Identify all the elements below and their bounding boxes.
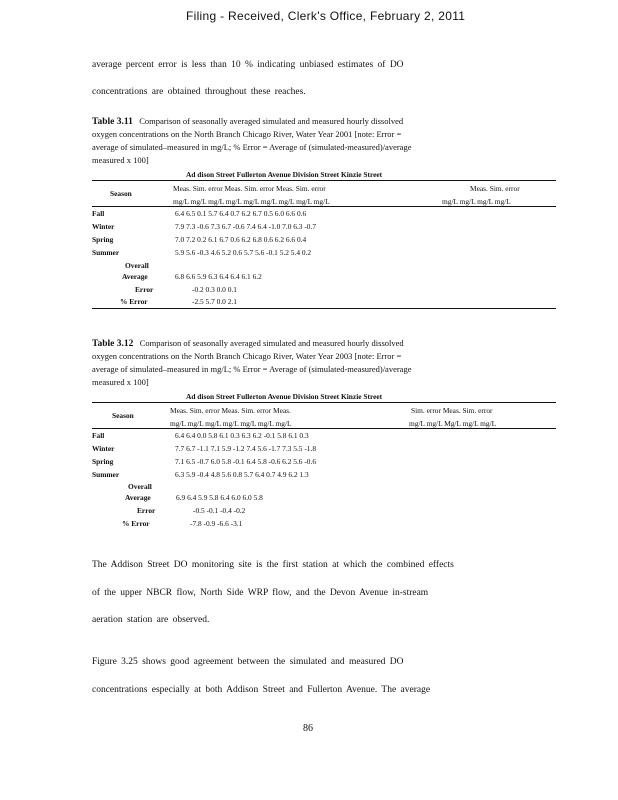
row-values: 5.9 5.6 -0.3 4.6 5.2 0.6 5.7 5.6 -0.1 5.2 5.4 0.2 xyxy=(175,248,312,257)
meas-header-right: Meas. Sim. error xyxy=(470,184,520,193)
table-number: Table 3.12 xyxy=(92,339,134,349)
unit-header-left: mg/L mg/L mg/L mg/L mg/L mg/L mg/L mg/L mg/L xyxy=(173,197,330,206)
page-number: 86 xyxy=(303,723,313,734)
paragraph-line: of the upper NBCR flow, North Side WRP flow, and the Devon Avenue in-stream xyxy=(92,588,429,598)
caption-line: Comparison of seasonally averaged simulated and measured hourly dissolved xyxy=(139,116,404,126)
row-values: 6.4 6.4 0.0 5.8 6.1 0.3 6.3 6.2 -0.1 5.8 6.1 0.3 xyxy=(175,431,309,440)
caption-line: Comparison of seasonally averaged simulated and measured hourly dissolved xyxy=(139,338,404,348)
header-rule xyxy=(92,428,556,429)
overall-label: Overall xyxy=(125,261,149,270)
location-header: Ad dison Street Fullerton Avenue Division Street Kinzie Street xyxy=(186,392,383,401)
row-values: 7.1 6.5 -0.7 6.0 5.8 -0.1 6.4 5.8 -0.6 6.2 5.6 -0.6 xyxy=(175,457,317,466)
paragraph-line: The Addison Street DO monitoring site is the first station at which the combined effects xyxy=(92,560,454,570)
table-caption xyxy=(92,337,404,351)
percent-error-values: -2.5 5.7 0.0 2.1 xyxy=(192,297,237,306)
row-values: 6.3 5.9 -0.4 4.8 5.6 0.8 5.7 6.4 0.7 4.9 6.2 1.3 xyxy=(175,470,309,479)
unit-header-right: mg/L mg/L Mg/L mg/L mg/L xyxy=(409,419,497,428)
row-label: Spring xyxy=(92,235,114,244)
percent-error-label: % Error xyxy=(120,297,148,306)
paragraph-line: aeration station are observed. xyxy=(92,615,210,625)
meas-header-right: Sim. error Meas. Sim. error xyxy=(411,406,493,415)
header-rule xyxy=(92,206,556,207)
table-number: Table 3.11 xyxy=(92,117,133,127)
row-label: Fall xyxy=(92,431,105,440)
row-label: Summer xyxy=(92,248,120,257)
row-values: 6.4 6.5 0.1 5.7 6.4 0.7 6.2 6.7 0.5 6.0 6.6 0.6 xyxy=(175,209,307,218)
paragraph-line: concentrations especially at both Addison Street and Fullerton Avenue. The average xyxy=(92,685,431,695)
error-label: Error xyxy=(135,285,154,294)
caption-line: average of simulated–measured in mg/L; % Error = Average of (simulated-measured)/average xyxy=(92,364,412,374)
overall-label: Overall xyxy=(128,482,152,491)
error-values: -0.2 0.3 0.0 0.1 xyxy=(192,285,237,294)
filing-header: Filing - Received, Clerk's Office, February 2, 2011 xyxy=(186,9,466,23)
intro-line-1: average percent error is less than 10 % indicating unbiased estimates of DO xyxy=(92,60,404,70)
error-values: -0.5 -0.1 -0.4 -0.2 xyxy=(193,506,246,515)
caption-line: oxygen concentrations on the North Branch Chicago River, Water Year 2001 [note: Error = xyxy=(92,129,402,139)
meas-header-left: Meas. Sim. error Meas. Sim. error Meas. Sim. error xyxy=(173,184,326,193)
average-label: Average xyxy=(122,272,148,281)
season-header: Season xyxy=(110,189,132,198)
row-label: Summer xyxy=(92,470,120,479)
caption-line: measured x 100] xyxy=(92,155,149,165)
row-values: 7.9 7.3 -0.6 7.3 6.7 -0.6 7.4 6.4 -1.0 7.0 6.3 -0.7 xyxy=(175,222,317,231)
intro-line-2: concentrations are obtained throughout these reaches. xyxy=(92,87,306,97)
table-bottom-rule xyxy=(92,308,556,309)
unit-header-right: mg/L mg/L mg/L mg/L xyxy=(442,197,511,206)
caption-line: oxygen concentrations on the North Branch Chicago River, Water Year 2003 [note: Error = xyxy=(92,351,402,361)
row-label: Winter xyxy=(92,444,115,453)
caption-line: measured x 100] xyxy=(92,377,149,387)
table-top-rule xyxy=(92,180,556,181)
row-label: Winter xyxy=(92,222,115,231)
season-header: Season xyxy=(112,411,134,420)
row-values: 7.0 7.2 0.2 6.1 6.7 0.6 6.2 6.8 0.6 6.2 6.6 0.4 xyxy=(175,235,307,244)
average-values: 6.8 6.6 5.9 6.3 6.4 6.4 6.1 6.2 xyxy=(175,272,262,281)
paragraph-line: Figure 3.25 shows good agreement between the simulated and measured DO xyxy=(92,657,404,667)
percent-error-values: -7.8 -0.9 -6.6 -3.1 xyxy=(190,519,243,528)
row-label: Fall xyxy=(92,209,105,218)
average-values: 6.9 6.4 5.9 5.8 6.4 6.0 6.0 5.8 xyxy=(176,493,263,502)
row-label: Spring xyxy=(92,457,114,466)
unit-header-left: mg/L mg/L mg/L mg/L mg/L mg/L mg/L xyxy=(170,419,292,428)
error-label: Error xyxy=(137,506,156,515)
location-header: Ad dison Street Fullerton Avenue Division Street Kinzie Street xyxy=(186,170,383,179)
table-top-rule xyxy=(92,402,556,403)
percent-error-label: % Error xyxy=(122,519,150,528)
caption-line: average of simulated–measured in mg/L; % Error = Average of (simulated-measured)/average xyxy=(92,142,412,152)
row-values: 7.7 6.7 -1.1 7.1 5.9 -1.2 7.4 5.6 -1.7 7.3 5.5 -1.8 xyxy=(175,444,317,453)
meas-header-left: Meas. Sim. error Meas. Sim. error Meas. xyxy=(170,406,291,415)
average-label: Average xyxy=(125,493,151,502)
table-caption xyxy=(92,115,403,129)
